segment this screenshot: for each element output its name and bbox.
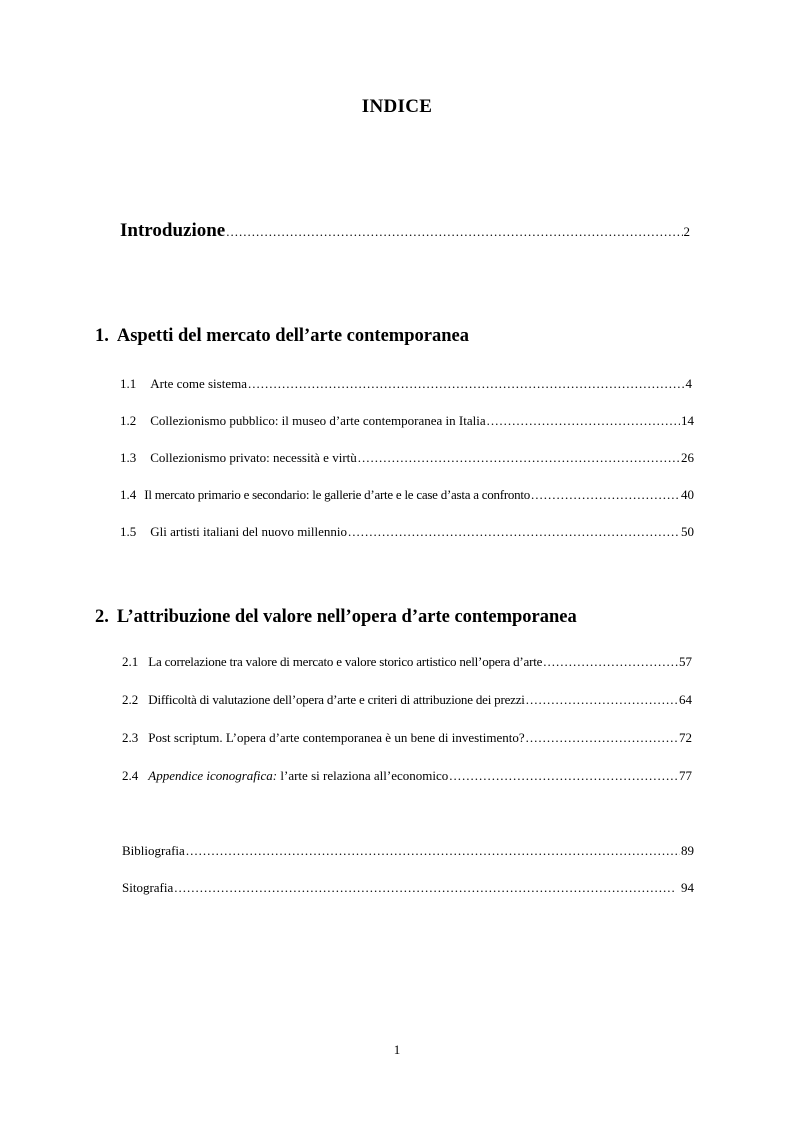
dot-leader bbox=[348, 524, 680, 540]
toc-entry-label: Gli artisti italiani del nuovo millennio bbox=[150, 524, 348, 539]
toc-entry-webography[interactable] bbox=[122, 880, 694, 896]
page-number: 1 bbox=[393, 1042, 401, 1057]
toc-entry-label: Sitografia bbox=[122, 880, 174, 895]
toc-entry-1-2[interactable] bbox=[120, 413, 694, 429]
toc-entry-number: 2.4 bbox=[122, 768, 139, 783]
toc-entry-page: 89 bbox=[681, 843, 694, 858]
toc-entry-number: 1.3 bbox=[120, 450, 137, 465]
chapter-heading-2[interactable] bbox=[95, 607, 577, 628]
chapter-title: Aspetti del mercato dell’arte contemporanea bbox=[116, 326, 469, 346]
toc-entry-number: 2.3 bbox=[122, 730, 139, 745]
toc-entry-number: 2.1 bbox=[122, 654, 139, 669]
chapter-heading-1[interactable] bbox=[95, 326, 469, 347]
toc-entry-label: Bibliografia bbox=[122, 843, 185, 858]
toc-entry-label: Post scriptum. L’opera d’arte contemporanea è un bene di investimento? bbox=[148, 730, 525, 745]
toc-entry-2-4[interactable] bbox=[122, 768, 692, 784]
toc-entry-label: Collezionismo pubblico: il museo d’arte contemporanea in Italia bbox=[150, 413, 486, 428]
toc-entry-number: 1.4 bbox=[120, 487, 137, 502]
toc-entry-2-3[interactable] bbox=[122, 730, 692, 746]
toc-entry-label: Collezionismo privato: necessità e virtù bbox=[150, 450, 357, 465]
dot-leader bbox=[526, 692, 678, 708]
dot-leader bbox=[358, 450, 680, 466]
chapter-number: 1. bbox=[95, 326, 109, 346]
dot-leader bbox=[526, 730, 678, 746]
dot-leader bbox=[487, 413, 680, 429]
toc-entry-introduction[interactable] bbox=[120, 220, 690, 242]
toc-entry-1-5[interactable] bbox=[120, 524, 694, 540]
toc-entry-page: 40 bbox=[681, 487, 694, 502]
toc-entry-label-rest: l’arte si relaziona all’economico bbox=[277, 768, 449, 783]
toc-entry-2-1[interactable] bbox=[122, 654, 692, 670]
dot-leader bbox=[174, 880, 676, 896]
toc-entry-page: 64 bbox=[679, 692, 692, 707]
page-title: INDICE bbox=[361, 96, 433, 117]
toc-entry-page: 50 bbox=[681, 524, 694, 539]
toc-entry-bibliography[interactable] bbox=[122, 843, 694, 859]
chapter-title: L’attribuzione del valore nell’opera d’arte contemporanea bbox=[116, 607, 577, 627]
toc-entry-number: 1.1 bbox=[120, 376, 137, 391]
toc-entry-number: 1.5 bbox=[120, 524, 137, 539]
dot-leader bbox=[226, 224, 682, 240]
toc-entry-2-2[interactable] bbox=[122, 692, 692, 708]
toc-entry-label: Difficoltà di valutazione dell’opera d’arte e criteri di attribuzione dei prezzi bbox=[148, 692, 525, 707]
dot-leader bbox=[449, 768, 678, 784]
toc-entry-page: 4 bbox=[685, 376, 692, 391]
toc-entry-1-3[interactable] bbox=[120, 450, 694, 466]
dot-leader bbox=[531, 487, 680, 503]
toc-entry-label: La correlazione tra valore di mercato e valore storico artistico nell’opera d’arte bbox=[148, 654, 543, 669]
toc-entry-number: 2.2 bbox=[122, 692, 139, 707]
toc-entry-page: 26 bbox=[681, 450, 694, 465]
toc-entry-1-4[interactable] bbox=[120, 487, 694, 503]
toc-entry-page: 57 bbox=[679, 654, 692, 669]
toc-entry-label bbox=[148, 768, 448, 784]
dot-leader bbox=[543, 654, 678, 670]
toc-entry-label: Introduzione bbox=[120, 220, 226, 241]
toc-entry-label-italic: Appendice iconografica: bbox=[148, 768, 278, 783]
dot-leader bbox=[186, 843, 680, 859]
toc-entry-label: Il mercato primario e secondario: le gallerie d’arte e le case d’asta a confronto bbox=[144, 487, 531, 502]
toc-entry-page: 72 bbox=[679, 730, 692, 745]
toc-entry-page: 14 bbox=[681, 413, 694, 428]
chapter-number: 2. bbox=[95, 607, 109, 627]
toc-entry-page: 77 bbox=[679, 768, 692, 783]
dot-leader bbox=[248, 376, 685, 392]
toc-entry-page: 94 bbox=[681, 880, 694, 895]
toc-entry-label: Arte come sistema bbox=[150, 376, 247, 391]
toc-entry-page: 2 bbox=[683, 224, 690, 239]
toc-entry-1-1[interactable] bbox=[120, 376, 692, 392]
toc-entry-number: 1.2 bbox=[120, 413, 137, 428]
